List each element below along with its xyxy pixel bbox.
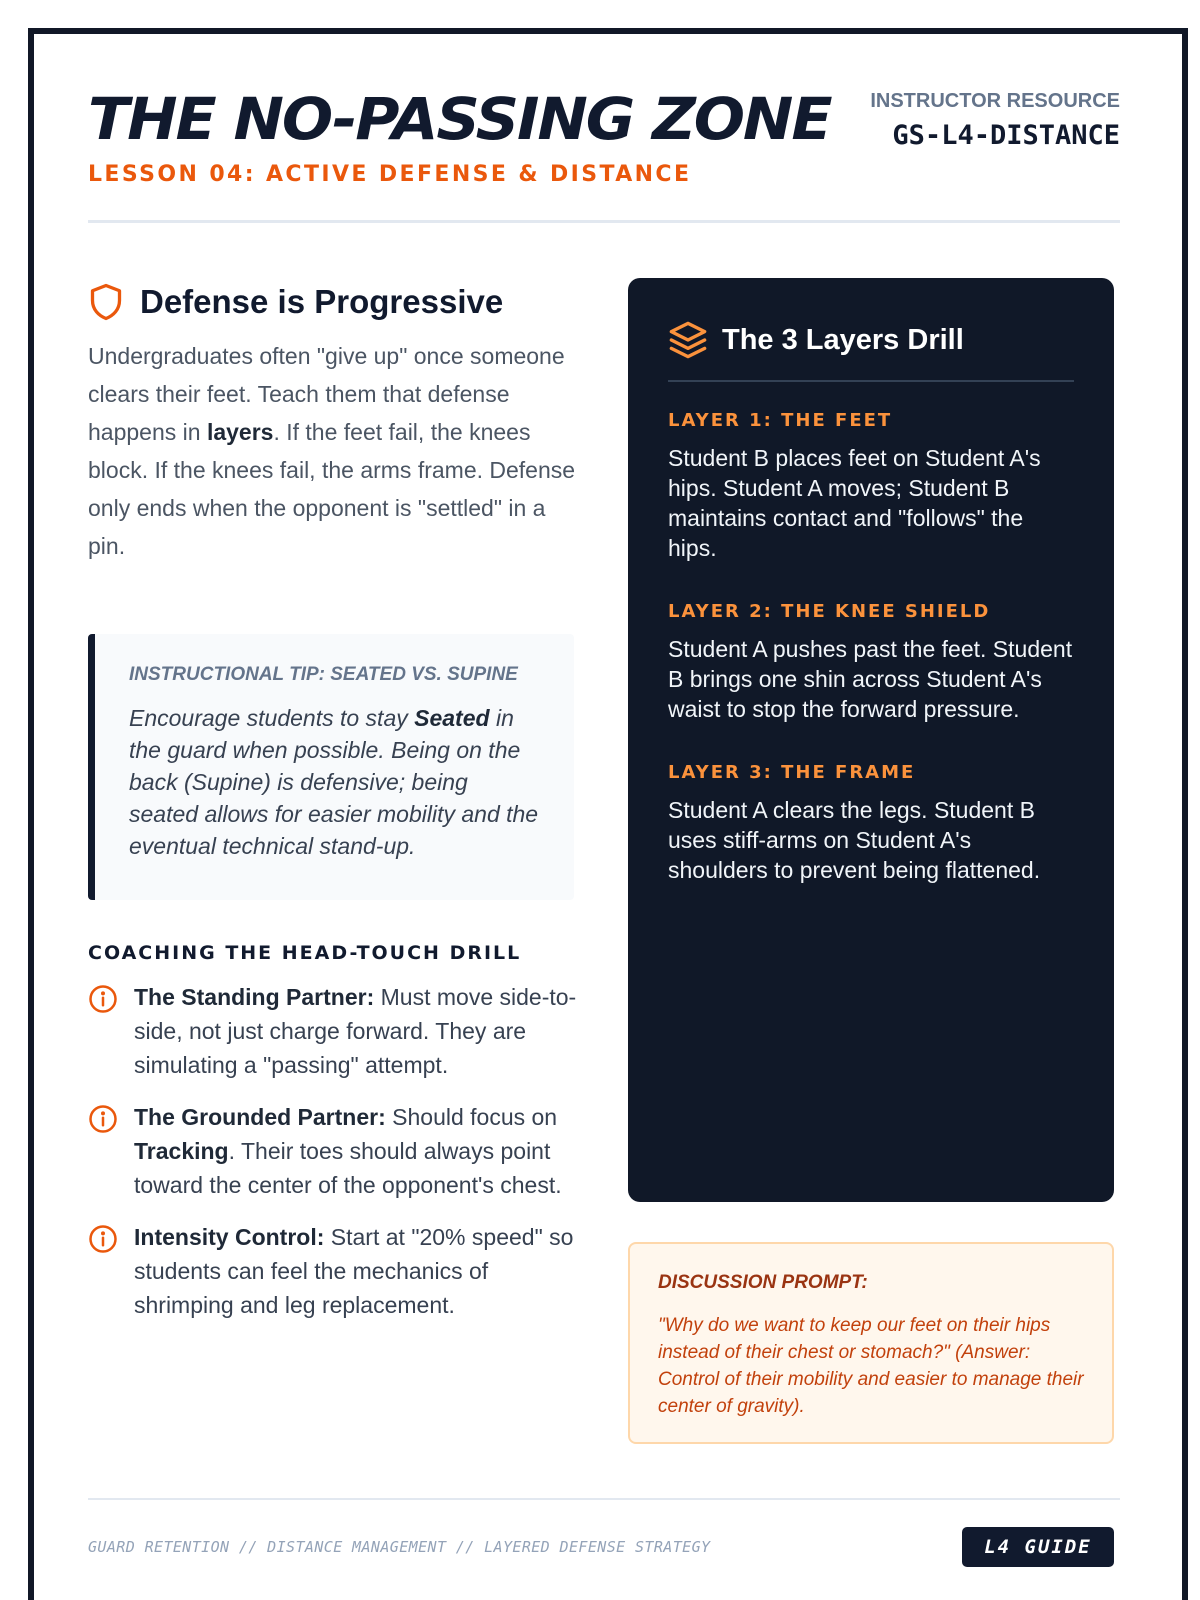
coaching-item-standing [88,980,578,1082]
footer-divider [88,1498,1120,1500]
coaching-heading: COACHING THE HEAD-TOUCH DRILL [88,942,522,964]
coaching-item-bold: Tracking [134,1138,229,1164]
footer-text: GUARD RETENTION // DISTANCE MANAGEMENT // LAYERED DEFENSE STRATEGY [88,1538,711,1556]
layer-body: Student B places feet on Student A's hips. Student A moves; Student B maintains contact and "follows" the hips. [668,445,1041,561]
footer-badge: L4 GUIDE [962,1527,1114,1567]
info-icon [88,980,120,1082]
discussion-prompt-box [628,1242,1114,1444]
info-icon [88,1220,120,1322]
coaching-item-body: Start at "20% speed" so students can feel the mechanics of shrimping and leg replacement. [134,1224,574,1318]
resource-code: GS-L4-DISTANCE [892,120,1120,151]
info-icon [88,1100,120,1202]
prompt-body: "Why do we want to keep our feet on their hips instead of their chest or stomach?" (Answer: Control of their mobility and easier to manage their center of gravity). [658,1315,1084,1417]
tip-body [129,702,542,862]
coaching-item-intensity [88,1220,578,1322]
defense-body-text-1: Undergraduates often "give up" once someone clears their feet. Teach them that defense happens in [88,343,565,445]
coaching-item-label: The Grounded Partner: [134,1104,386,1130]
defense-body-bold: layers [206,419,274,445]
instructional-tip-box [88,634,574,900]
layers-drill-panel [628,278,1114,1202]
layer-body: Student A clears the legs. Student B uses stiff-arms on Student A's shoulders to prevent being flattened. [668,797,1041,883]
coaching-item-body: Must move side-to-side, not just charge forward. They are simulating a "passing" attempt. [134,984,577,1078]
lesson-subtitle: LESSON 04: ACTIVE DEFENSE & DISTANCE [88,162,692,187]
defense-section-title [88,282,503,322]
page-title: THE NO-PASSING ZONE [88,85,831,153]
shield-icon [88,282,124,322]
coaching-item-body-2: . Their toes should always point toward the center of the opponent's chest. [134,1138,562,1198]
tip-heading: INSTRUCTIONAL TIP: SEATED VS. SUPINE [129,664,518,685]
layer-3 [668,762,1074,885]
prompt-heading: DISCUSSION PROMPT: [658,1272,868,1293]
layer-1 [668,410,1074,563]
coaching-item-text [134,1100,578,1202]
header-divider [88,220,1120,223]
coaching-item-grounded [88,1100,578,1202]
drill-heading: The 3 Layers Drill [722,323,964,356]
tip-body-bold: Seated [414,705,490,731]
coaching-item-text [134,1220,578,1322]
layers-icon [668,320,708,360]
coaching-item-label: The Standing Partner: [134,984,375,1010]
tip-body-text-2: in the guard when possible. Being on the back (Supine) is defensive; being seated allows for easier mobility and the eventual technical stand-up. [129,705,539,859]
layer-title: LAYER 1: THE FEET [668,410,893,431]
tip-body-text-1: Encourage students to stay [129,705,415,731]
page-header [88,86,1120,222]
layer-title: LAYER 3: THE FRAME [668,762,916,783]
layer-title: LAYER 2: THE KNEE SHIELD [668,601,991,622]
defense-body-text-2: . If the feet fail, the knees block. If the knees fail, the arms frame. Defense only ends when the opponent is "settled" in a pin. [88,419,576,559]
defense-heading: Defense is Progressive [140,283,504,320]
resource-label: INSTRUCTOR RESOURCE [870,90,1120,112]
defense-body [88,337,578,565]
layer-2 [668,601,1074,724]
drill-title [668,320,1074,360]
coaching-item-text [134,980,578,1082]
layer-body: Student A pushes past the feet. Student B brings one shin across Student A's waist to stop the forward pressure. [668,636,1073,722]
coaching-list [88,980,578,1340]
drill-divider [668,380,1074,382]
coaching-item-body-1: Should focus on [385,1104,558,1130]
coaching-item-label: Intensity Control: [134,1224,325,1250]
